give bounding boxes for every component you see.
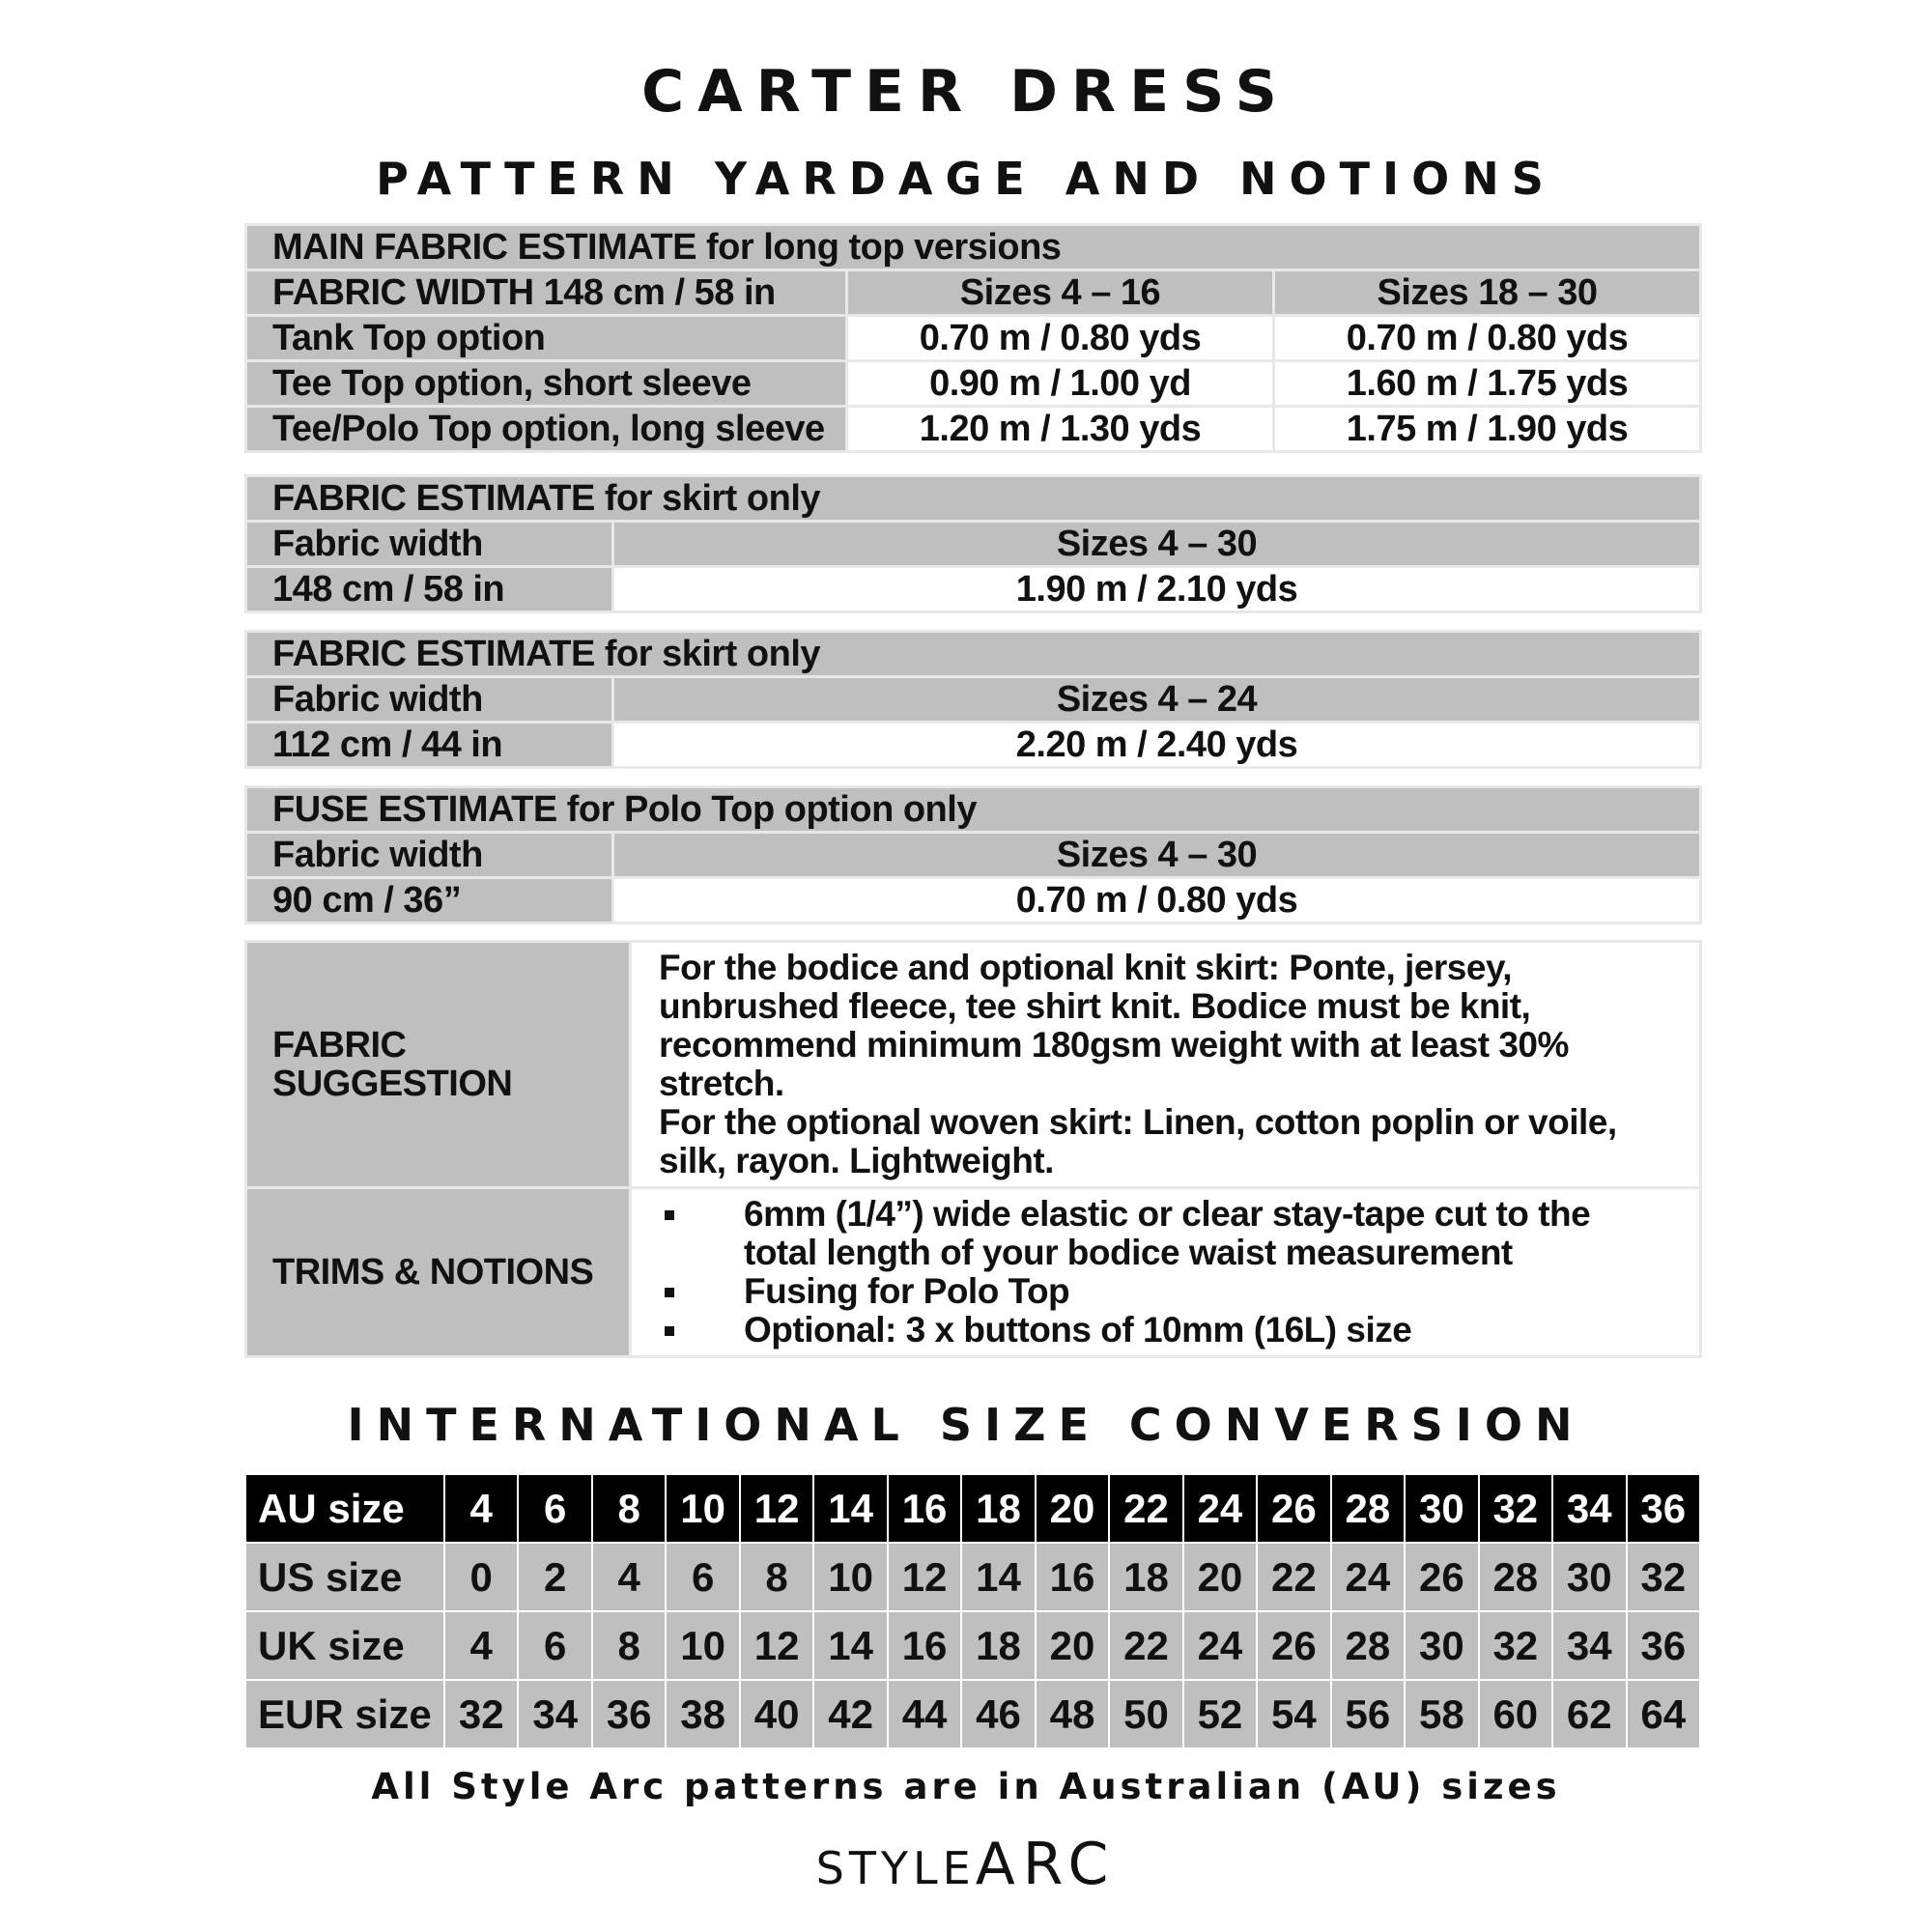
row-header: EUR size bbox=[245, 1680, 444, 1748]
main-fabric-width-label: FABRIC WIDTH 148 cm / 58 in bbox=[246, 270, 847, 316]
table-cell: 60 bbox=[1479, 1680, 1552, 1748]
table-cell: 6 bbox=[666, 1543, 739, 1611]
row-value: 1.60 m / 1.75 yds bbox=[1274, 361, 1701, 407]
table-cell: 16 bbox=[1036, 1543, 1109, 1611]
table-cell: 28 bbox=[1479, 1543, 1552, 1611]
skirt-148-amount: 1.90 m / 2.10 yds bbox=[613, 567, 1701, 612]
table-cell: 6 bbox=[518, 1474, 591, 1543]
table-cell: 52 bbox=[1183, 1680, 1257, 1748]
table-cell: 14 bbox=[813, 1474, 887, 1543]
trims-list bbox=[659, 1195, 1670, 1350]
table-row bbox=[246, 316, 1701, 361]
table-row bbox=[246, 723, 1701, 768]
table-cell: 48 bbox=[1036, 1680, 1109, 1748]
table-cell: 10 bbox=[666, 1611, 739, 1680]
list-item-text: 6mm (1/4”) wide elastic or clear stay-tape cut to the total length of your bodice waist measurement bbox=[744, 1194, 1591, 1272]
page-title: CARTER DRESS bbox=[641, 58, 1291, 126]
table-cell: 58 bbox=[1405, 1680, 1478, 1748]
table-cell: 10 bbox=[666, 1474, 739, 1543]
table-row bbox=[246, 361, 1701, 407]
size-conversion-table bbox=[244, 1473, 1701, 1749]
skirt-148-heading: FABRIC ESTIMATE for skirt only bbox=[246, 476, 1701, 522]
list-item bbox=[659, 1195, 1670, 1272]
table-cell: 26 bbox=[1405, 1543, 1478, 1611]
table-cell: 18 bbox=[961, 1611, 1035, 1680]
table-cell: 26 bbox=[1257, 1611, 1330, 1680]
table-cell: 32 bbox=[444, 1680, 518, 1748]
table-cell: 14 bbox=[813, 1611, 887, 1680]
table-cell: 34 bbox=[518, 1680, 591, 1748]
table-cell: 20 bbox=[1183, 1543, 1257, 1611]
row-value: 0.70 m / 0.80 yds bbox=[847, 316, 1274, 361]
table-cell: 12 bbox=[740, 1474, 813, 1543]
table-cell: 50 bbox=[1109, 1680, 1182, 1748]
table-cell: 40 bbox=[740, 1680, 813, 1748]
table-cell: 38 bbox=[666, 1680, 739, 1748]
row-value: 1.20 m / 1.30 yds bbox=[847, 407, 1274, 452]
table-cell: 32 bbox=[1479, 1474, 1552, 1543]
table-cell: 14 bbox=[961, 1543, 1035, 1611]
main-fabric-heading: MAIN FABRIC ESTIMATE for long top versions bbox=[246, 225, 1701, 270]
skirt-148-table bbox=[244, 474, 1702, 613]
list-item-text: Optional: 3 x buttons of 10mm (16L) size bbox=[744, 1310, 1412, 1350]
row-header: UK size bbox=[245, 1611, 444, 1680]
table-cell: 12 bbox=[740, 1611, 813, 1680]
main-fabric-col1-header: Sizes 4 – 16 bbox=[847, 270, 1274, 316]
table-row bbox=[246, 567, 1701, 612]
table-cell: 10 bbox=[813, 1543, 887, 1611]
fuse-amount: 0.70 m / 0.80 yds bbox=[613, 878, 1701, 923]
row-value: 0.90 m / 1.00 yd bbox=[847, 361, 1274, 407]
table-cell: 24 bbox=[1183, 1474, 1257, 1543]
table-row bbox=[246, 407, 1701, 452]
main-fabric-col2-header: Sizes 18 – 30 bbox=[1274, 270, 1701, 316]
main-fabric-table bbox=[244, 223, 1702, 453]
list-item bbox=[659, 1311, 1670, 1350]
skirt-112-table bbox=[244, 630, 1702, 769]
table-row bbox=[246, 833, 1701, 878]
row-value: 1.75 m / 1.90 yds bbox=[1274, 407, 1701, 452]
conversion-footnote: All Style Arc patterns are in Australian (AU) sizes bbox=[371, 1766, 1561, 1807]
table-row bbox=[246, 677, 1701, 723]
fabric-suggestion-label-line2: SUGGESTION bbox=[272, 1064, 513, 1104]
bullet-square-icon bbox=[665, 1326, 674, 1336]
trims-list-cell bbox=[631, 1188, 1701, 1357]
logo-part1: STYLE bbox=[815, 1842, 976, 1894]
table-cell: 16 bbox=[888, 1474, 961, 1543]
table-row bbox=[245, 1474, 1700, 1543]
table-cell: 24 bbox=[1183, 1611, 1257, 1680]
table-cell: 22 bbox=[1257, 1543, 1330, 1611]
row-value: 0.70 m / 0.80 yds bbox=[1274, 316, 1701, 361]
row-label: Tee/Polo Top option, long sleeve bbox=[246, 407, 847, 452]
skirt-112-amount: 2.20 m / 2.40 yds bbox=[613, 723, 1701, 768]
row-label: Tee Top option, short sleeve bbox=[246, 361, 847, 407]
fabric-suggestion-label bbox=[246, 942, 631, 1188]
table-row bbox=[246, 878, 1701, 923]
bullet-square-icon bbox=[665, 1210, 674, 1220]
table-cell: 22 bbox=[1109, 1611, 1182, 1680]
bullet-square-icon bbox=[665, 1288, 674, 1297]
fabric-suggestion-label-line1: FABRIC bbox=[272, 1025, 407, 1065]
table-cell: 54 bbox=[1257, 1680, 1330, 1748]
table-cell: 12 bbox=[888, 1543, 961, 1611]
table-cell: 8 bbox=[592, 1474, 666, 1543]
skirt-112-heading: FABRIC ESTIMATE for skirt only bbox=[246, 632, 1701, 677]
fuse-table bbox=[244, 785, 1702, 924]
table-cell: 4 bbox=[444, 1474, 518, 1543]
fabric-suggestion-text bbox=[631, 942, 1701, 1188]
conversion-title: INTERNATIONAL SIZE CONVERSION bbox=[347, 1399, 1585, 1451]
table-cell: 22 bbox=[1109, 1474, 1182, 1543]
skirt-112-width-label: Fabric width bbox=[246, 677, 613, 723]
table-row bbox=[246, 476, 1701, 522]
fuse-width-label: Fabric width bbox=[246, 833, 613, 878]
table-cell: 34 bbox=[1552, 1611, 1626, 1680]
page-subtitle: PATTERN YARDAGE AND NOTIONS bbox=[376, 153, 1556, 205]
table-cell: 2 bbox=[518, 1543, 591, 1611]
table-cell: 44 bbox=[888, 1680, 961, 1748]
table-cell: 16 bbox=[888, 1611, 961, 1680]
table-cell: 18 bbox=[1109, 1543, 1182, 1611]
row-header: US size bbox=[245, 1543, 444, 1611]
row-header: AU size bbox=[245, 1474, 444, 1543]
fuse-sizes: Sizes 4 – 30 bbox=[613, 833, 1701, 878]
table-cell: 6 bbox=[518, 1611, 591, 1680]
table-row bbox=[246, 942, 1701, 1188]
table-cell: 4 bbox=[444, 1611, 518, 1680]
table-cell: 34 bbox=[1552, 1474, 1626, 1543]
skirt-148-sizes: Sizes 4 – 30 bbox=[613, 522, 1701, 567]
row-label: Tank Top option bbox=[246, 316, 847, 361]
list-item bbox=[659, 1272, 1670, 1311]
suggestion-table bbox=[244, 940, 1702, 1358]
table-cell: 64 bbox=[1627, 1680, 1700, 1748]
table-cell: 20 bbox=[1036, 1611, 1109, 1680]
fuse-heading: FUSE ESTIMATE for Polo Top option only bbox=[246, 787, 1701, 833]
table-cell: 4 bbox=[592, 1543, 666, 1611]
fabric-suggestion-para1: For the bodice and optional knit skirt: Ponte, jersey, unbrushed fleece, tee shirt knit. Bodice must be knit, recommend minimum 180gsm weight with at least 30% stretch. bbox=[659, 948, 1569, 1103]
fabric-suggestion-para2: For the optional woven skirt: Linen, cotton poplin or voile, silk, rayon. Lightweight. bbox=[659, 1102, 1617, 1180]
table-row bbox=[245, 1543, 1700, 1611]
table-row bbox=[246, 632, 1701, 677]
table-cell: 20 bbox=[1036, 1474, 1109, 1543]
table-cell: 30 bbox=[1405, 1474, 1478, 1543]
table-cell: 32 bbox=[1479, 1611, 1552, 1680]
table-cell: 24 bbox=[1331, 1543, 1405, 1611]
table-cell: 46 bbox=[961, 1680, 1035, 1748]
logo-part2: ARC bbox=[975, 1831, 1117, 1898]
table-cell: 56 bbox=[1331, 1680, 1405, 1748]
table-row bbox=[246, 787, 1701, 833]
fuse-width-value: 90 cm / 36” bbox=[246, 878, 613, 923]
table-cell: 36 bbox=[592, 1680, 666, 1748]
table-cell: 42 bbox=[813, 1680, 887, 1748]
list-item-text: Fusing for Polo Top bbox=[744, 1271, 1070, 1311]
skirt-148-width-value: 148 cm / 58 in bbox=[246, 567, 613, 612]
table-cell: 30 bbox=[1552, 1543, 1626, 1611]
table-cell: 32 bbox=[1627, 1543, 1700, 1611]
style-arc-logo bbox=[0, 1831, 1932, 1898]
table-row bbox=[246, 225, 1701, 270]
table-cell: 0 bbox=[444, 1543, 518, 1611]
table-row bbox=[245, 1680, 1700, 1748]
table-row bbox=[245, 1611, 1700, 1680]
table-cell: 36 bbox=[1627, 1474, 1700, 1543]
table-cell: 28 bbox=[1331, 1474, 1405, 1543]
skirt-112-width-value: 112 cm / 44 in bbox=[246, 723, 613, 768]
table-row bbox=[246, 270, 1701, 316]
skirt-112-sizes: Sizes 4 – 24 bbox=[613, 677, 1701, 723]
table-cell: 8 bbox=[740, 1543, 813, 1611]
table-cell: 36 bbox=[1627, 1611, 1700, 1680]
table-row bbox=[246, 1188, 1701, 1357]
table-row bbox=[246, 522, 1701, 567]
table-cell: 8 bbox=[592, 1611, 666, 1680]
skirt-148-width-label: Fabric width bbox=[246, 522, 613, 567]
table-cell: 28 bbox=[1331, 1611, 1405, 1680]
table-cell: 30 bbox=[1405, 1611, 1478, 1680]
table-cell: 26 bbox=[1257, 1474, 1330, 1543]
table-cell: 18 bbox=[961, 1474, 1035, 1543]
table-cell: 62 bbox=[1552, 1680, 1626, 1748]
trims-label: TRIMS & NOTIONS bbox=[246, 1188, 631, 1357]
